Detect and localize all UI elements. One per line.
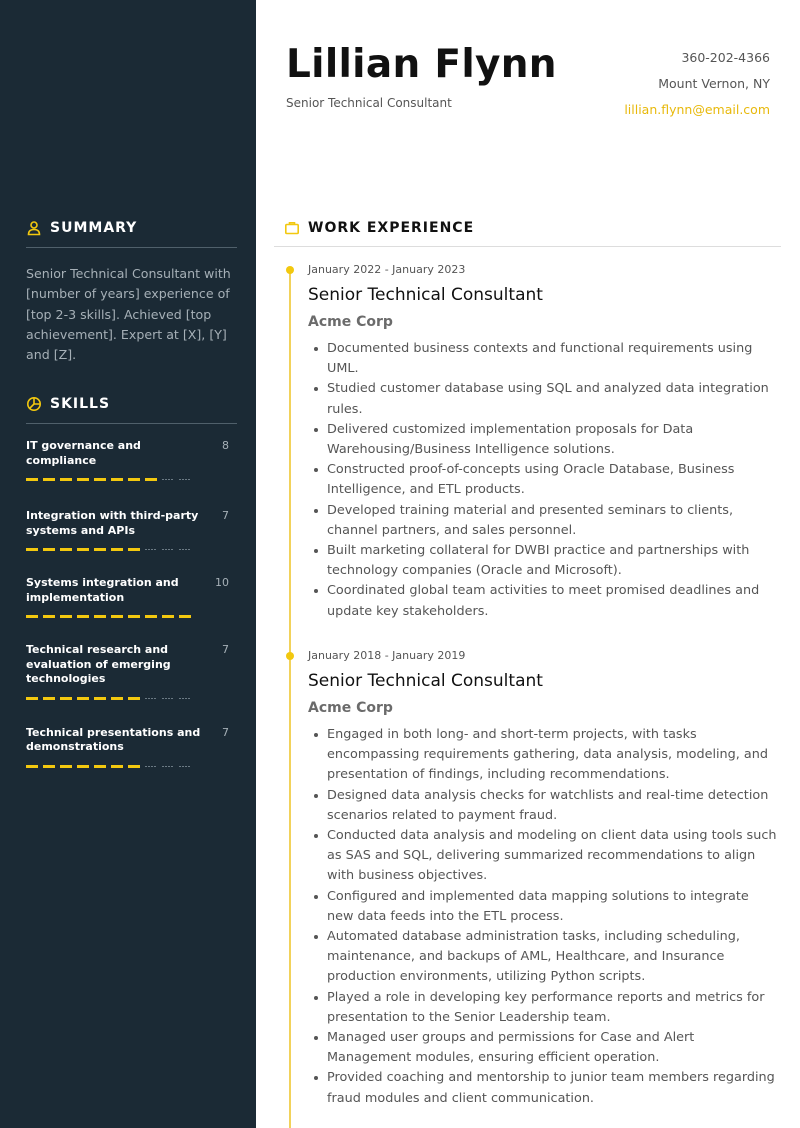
job-dates: January 2022 - January 2023 [308, 263, 466, 276]
skill-level: 10 [215, 576, 229, 589]
skill-item [26, 643, 237, 700]
email-link[interactable]: lillian.flynn@email.com [624, 102, 770, 117]
rating-segment-filled [94, 548, 106, 551]
skills-list [26, 439, 237, 768]
rating-segment-empty [162, 766, 174, 767]
rating-segment-filled [128, 548, 140, 551]
job-bullets [308, 725, 778, 1109]
rating-segment-filled [26, 615, 38, 618]
work-heading-label: WORK EXPERIENCE [308, 220, 475, 236]
rating-segment-filled [26, 697, 38, 700]
rating-segment-empty [145, 549, 157, 550]
job-company: Acme Corp [308, 700, 393, 716]
summary-section [26, 218, 237, 365]
summary-text: Senior Technical Consultant with [number of years] experience of [top 2-3 skills]. Achieved [top achievement]. Expert at [X], [Y] and [Z]. [26, 266, 231, 363]
skill-name: Integration with third-party systems and APIs [26, 509, 199, 537]
candidate-role: Senior Technical Consultant [286, 96, 452, 110]
job-title: Senior Technical Consultant [308, 285, 543, 305]
skill-item [26, 576, 237, 618]
job-bullet: Conducted data analysis and modeling on client data using tools such as SAS and SQL, delivering summarized recommendations to align with business objectives. [308, 826, 778, 887]
person-icon [26, 220, 42, 236]
job-bullet: Coordinated global team activities to meet promised deadlines and update key stakeholders. [308, 581, 778, 621]
rating-segment-filled [43, 697, 55, 700]
rating-segment-empty [179, 766, 191, 767]
job-bullet: Automated database administration tasks, including scheduling, maintenance, and backups of AML, Healthcare, and Insurance production environments, utilizing Python scripts. [308, 927, 778, 988]
job-bullet: Documented business contexts and functional requirements using UML. [308, 339, 778, 379]
rating-segment-empty [162, 479, 174, 480]
rating-segment-filled [77, 697, 89, 700]
phone: 360-202-4366 [681, 50, 770, 65]
work-divider [274, 246, 781, 247]
timeline-line [289, 270, 291, 1128]
rating-segment-filled [26, 765, 38, 768]
rating-segment-filled [77, 478, 89, 481]
job-bullet: Played a role in developing key performance reports and metrics for presentation to the Senior Leadership team. [308, 988, 778, 1028]
job-entry [308, 263, 778, 622]
timeline-dot [286, 652, 294, 660]
skill-name: Technical research and evaluation of emerging technologies [26, 643, 171, 685]
rating-segment-filled [111, 615, 123, 618]
job-company: Acme Corp [308, 314, 393, 330]
rating-segment-empty [179, 698, 191, 699]
rating-segment-empty [145, 698, 157, 699]
skill-level: 7 [222, 725, 229, 739]
skill-level: 8 [222, 439, 229, 452]
rating-segment-filled [60, 548, 72, 551]
rating-segment-filled [94, 765, 106, 768]
rating-segment-filled [77, 765, 89, 768]
skills-section [26, 394, 237, 768]
rating-segment-filled [26, 548, 38, 551]
skill-rating-bar [26, 765, 237, 768]
rating-segment-filled [128, 697, 140, 700]
job-title: Senior Technical Consultant [308, 671, 543, 691]
summary-heading-label: SUMMARY [50, 220, 138, 236]
skill-rating-bar [26, 478, 237, 481]
skill-name: IT governance and compliance [26, 439, 141, 467]
summary-heading [26, 218, 237, 238]
rating-segment-filled [43, 478, 55, 481]
rating-segment-filled [60, 765, 72, 768]
rating-segment-empty [179, 549, 191, 550]
rating-segment-filled [94, 478, 106, 481]
rating-segment-filled [128, 765, 140, 768]
main-content [256, 0, 800, 1128]
rating-segment-empty [162, 698, 174, 699]
rating-segment-filled [111, 548, 123, 551]
skills-divider [26, 423, 237, 424]
rating-segment-filled [60, 478, 72, 481]
rating-segment-filled [162, 615, 174, 618]
skills-heading [26, 394, 237, 414]
location: Mount Vernon, NY [658, 76, 770, 91]
rating-segment-empty [145, 766, 157, 767]
skill-level: 7 [222, 509, 229, 522]
rating-segment-filled [60, 615, 72, 618]
work-heading [284, 218, 474, 238]
candidate-name: Lillian Flynn [286, 42, 557, 87]
skill-rating-bar [26, 615, 237, 618]
job-bullet: Managed user groups and permissions for Case and Alert Management modules, ensuring efficient operation. [308, 1028, 778, 1068]
job-bullet: Developed training material and presented seminars to clients, channel partners, and sales personnel. [308, 501, 778, 541]
rating-segment-filled [43, 615, 55, 618]
rating-segment-filled [43, 548, 55, 551]
job-bullet: Provided coaching and mentorship to junior team members regarding fraud modules and client communication. [308, 1068, 778, 1108]
skills-heading-label: SKILLS [50, 396, 111, 412]
job-bullets [308, 339, 778, 622]
job-bullet: Built marketing collateral for DWBI practice and partnerships with technology companies (Oracle and Microsoft). [308, 541, 778, 581]
summary-divider [26, 247, 237, 248]
job-bullet: Configured and implemented data mapping solutions to integrate new data feeds into the ETL process. [308, 887, 778, 927]
rating-segment-filled [94, 615, 106, 618]
job-bullet: Constructed proof-of-concepts using Oracle Database, Business Intelligence, and ETL products. [308, 460, 778, 500]
job-entry [308, 649, 778, 1109]
rating-segment-filled [26, 478, 38, 481]
rating-segment-filled [111, 765, 123, 768]
skill-name: Technical presentations and demonstrations [26, 725, 201, 753]
skill-rating-bar [26, 548, 237, 551]
skill-item [26, 726, 237, 768]
contact-info [624, 50, 770, 128]
job-bullet: Engaged in both long- and short-term projects, with tasks encompassing requirements gathering, data analysis, modeling, and presentation of findings, including recommendations. [308, 725, 778, 786]
rating-segment-empty [162, 549, 174, 550]
skill-level: 7 [222, 643, 229, 656]
job-bullet: Designed data analysis checks for watchlists and real-time detection scenarios related to payment fraud. [308, 786, 778, 826]
pie-chart-icon [26, 396, 42, 412]
job-bullet: Studied customer database using SQL and analyzed data integration rules. [308, 379, 778, 419]
rating-segment-filled [128, 615, 140, 618]
rating-segment-filled [128, 478, 140, 481]
job-dates: January 2018 - January 2019 [308, 649, 466, 662]
rating-segment-filled [77, 548, 89, 551]
rating-segment-filled [179, 615, 191, 618]
rating-segment-filled [111, 478, 123, 481]
rating-segment-filled [145, 478, 157, 481]
rating-segment-filled [60, 697, 72, 700]
rating-segment-filled [43, 765, 55, 768]
skill-name: Systems integration and implementation [26, 576, 179, 604]
rating-segment-filled [77, 615, 89, 618]
skill-item [26, 509, 237, 551]
rating-segment-filled [145, 615, 157, 618]
skill-item [26, 439, 237, 481]
briefcase-icon [284, 220, 300, 236]
rating-segment-filled [111, 697, 123, 700]
job-bullet: Delivered customized implementation proposals for Data Warehousing/Business Intelligence solutions. [308, 420, 778, 460]
rating-segment-filled [94, 697, 106, 700]
rating-segment-empty [179, 479, 191, 480]
timeline-dot [286, 266, 294, 274]
skill-rating-bar [26, 697, 237, 700]
sidebar [0, 0, 256, 1128]
